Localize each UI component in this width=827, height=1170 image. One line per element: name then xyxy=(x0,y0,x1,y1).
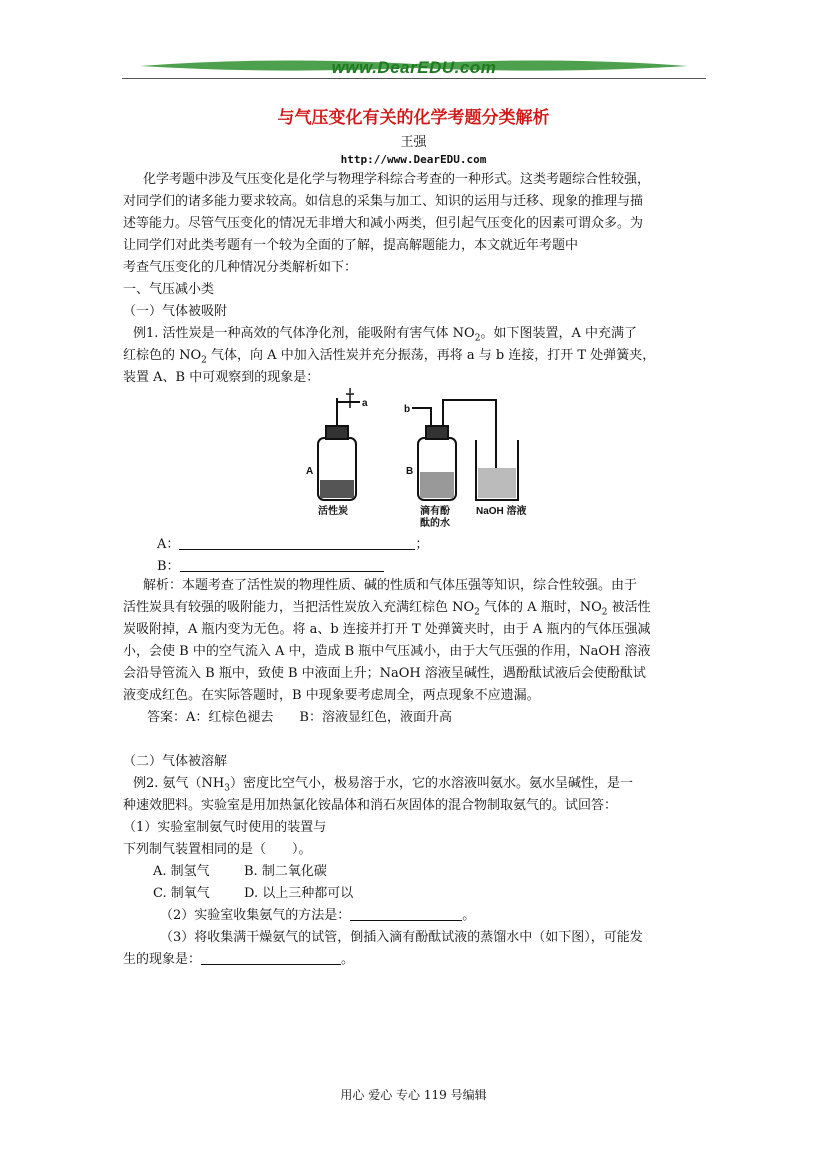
label-water-1: 滴有酚 xyxy=(420,506,450,517)
label-t: T xyxy=(347,388,354,396)
article-url: http://www.DearEDU.com xyxy=(340,153,487,166)
answer-line xyxy=(180,558,384,572)
label-bottle-b: B xyxy=(406,466,414,477)
answer-blank-b xyxy=(157,558,384,576)
subsection-heading-1: （一）气体被吸附 xyxy=(123,304,228,319)
article-author: 王强 xyxy=(400,135,427,150)
bottle-b-stopper xyxy=(426,426,448,439)
example2-line-1 xyxy=(133,775,633,798)
answer-line xyxy=(201,951,341,965)
question-2 xyxy=(160,907,475,925)
question-text: 生的现象是： xyxy=(123,952,202,967)
naoh-liquid xyxy=(478,468,516,498)
question-text: （2）实验室收集氨气的方法是： xyxy=(160,908,351,923)
analysis-line-5: 会沿导管流入 B 瓶中，致使 B 中液面上升；NaOH 溶液呈碱性，遇酚酞试液后会使酚酞试 xyxy=(123,666,646,681)
bottle-b-liquid xyxy=(420,472,454,498)
intro-line-3: 述等能力。尽管气压变化的情况无非增大和减小两类，但引起气压变化的因素可谓众多。为 xyxy=(123,216,644,231)
example1-text: 。如下图装置，A 中充满了 xyxy=(480,326,637,341)
section-heading-1: 一、气压减小类 xyxy=(123,282,215,297)
label-naoh: NaOH 溶液 xyxy=(476,506,527,517)
analysis-text: 被活性 xyxy=(607,600,651,615)
analysis-line-6: 液变成红色。在实际答题时，B 中现象要考虑周全，两点现象不应遗漏。 xyxy=(123,688,540,703)
question-3-line-2 xyxy=(123,951,354,969)
subscript: 3 xyxy=(224,783,230,794)
intro-line-4: 让同学们对此类考题有一个较为全面的了解，提高解题能力，本文就近年考题中 xyxy=(123,238,579,253)
intro-line-1: 化学考题中涉及气压变化是化学与物理学科综合考查的一种形式。这类考题综合性较强， xyxy=(143,172,651,187)
example1-text: 红棕色的 NO xyxy=(123,348,202,363)
bottle-a-stopper xyxy=(326,426,348,439)
answer-blank-a xyxy=(157,536,428,554)
activated-carbon xyxy=(320,480,354,498)
article-title: 与气压变化有关的化学考题分类解析 xyxy=(277,108,550,128)
answer-line xyxy=(350,907,462,921)
option-b: B. 制二氧化碳 xyxy=(244,864,327,879)
subscript: 2 xyxy=(201,355,207,366)
apparatus-figure xyxy=(296,388,536,528)
example1-line-1 xyxy=(133,325,637,348)
blank-end: ； xyxy=(415,537,429,552)
example1-text: 气体，向 A 中加入活性炭并充分振荡，再将 a 与 b 连接，打开 T 处弹簧夹， xyxy=(206,348,656,363)
analysis-line-3: 炭吸附掉，A 瓶内变为无色。将 a、b 连接并打开 T 处弹簧夹时，由于 A 瓶内的气体压强减 xyxy=(123,622,651,637)
option-a: A. 制氢气 xyxy=(153,864,210,879)
intro-line-5: 考查气压变化的几种情况分类解析如下： xyxy=(123,260,358,275)
site-brand: www.DearEDU.com xyxy=(331,58,497,77)
example1-text: 例1. 活性炭是一种高效的气体净化剂，能吸附有害气体 NO xyxy=(133,326,475,341)
label-carbon: 活性炭 xyxy=(318,506,348,517)
blank-label: B： xyxy=(157,559,180,574)
label-bottle-a: A xyxy=(306,466,314,477)
blank-label: A： xyxy=(157,537,180,552)
apparatus-diagram xyxy=(296,388,536,528)
analysis-text: 气体的 A 瓶时，NO xyxy=(479,600,602,615)
question-1-line-1: （1）实验室制氨气时使用的装置与 xyxy=(123,820,327,835)
subscript: 2 xyxy=(474,333,481,344)
question-text: 。 xyxy=(462,908,476,923)
label-a-port: a xyxy=(362,398,368,409)
label-water-2: 酞的水 xyxy=(420,518,450,528)
analysis-line-2 xyxy=(123,599,651,622)
example2-line-2: 种速效肥料。实验室是用加热氯化铵晶体和消石灰固体的混合物制取氨气的。试回答： xyxy=(123,798,618,813)
subsection-heading-2: （二）气体被溶解 xyxy=(123,754,228,769)
answer-line-1: 答案：A：红棕色褪去 B：溶液显红色，液面升高 xyxy=(147,710,452,725)
page-footer: 用心 爱心 专心 119 号编辑 xyxy=(340,1088,487,1102)
option-d: D. 以上三种都可以 xyxy=(244,886,354,901)
question-3-line-1: （3）将收集满干燥氨气的试管，倒插入滴有酚酞试液的蒸馏水中（如下图），可能发 xyxy=(160,930,643,945)
option-c: C. 制氧气 xyxy=(153,886,210,901)
answer-line xyxy=(179,536,415,550)
question-1-line-2: 下列制气装置相同的是（ ）。 xyxy=(123,842,312,857)
question-text: 。 xyxy=(341,952,355,967)
bottle-b-inlet xyxy=(412,408,431,426)
analysis-text: 活性炭具有较强的吸附能力，当把活性炭放入充满红棕色 NO xyxy=(123,600,475,615)
example2-text: ）密度比空气小，极易溶于水，它的水溶液叫氨水。氨水呈碱性，是一 xyxy=(229,776,633,791)
header-rule xyxy=(122,78,706,79)
analysis-line-4: 小，会使 B 中的空气流入 A 中，造成 B 瓶中气压减小，由于大气压强的作用，NaOH 溶液 xyxy=(123,644,651,659)
subscript: 2 xyxy=(474,607,480,618)
analysis-line-1: 解析：本题考查了活性炭的物理性质、碱的性质和气体压强等知识，综合性较强。由于 xyxy=(143,578,638,593)
example2-text: 例2. 氨气（NH xyxy=(133,776,225,791)
intro-line-2: 对同学们的诸多能力要求较高。如信息的采集与加工、知识的运用与迁移、现象的推理与描 xyxy=(123,194,644,209)
label-b-port: b xyxy=(404,404,411,415)
subscript: 2 xyxy=(601,607,608,618)
example1-line-3: 装置 A、B 中可观察到的现象是： xyxy=(123,370,320,385)
example1-line-2 xyxy=(123,347,655,370)
